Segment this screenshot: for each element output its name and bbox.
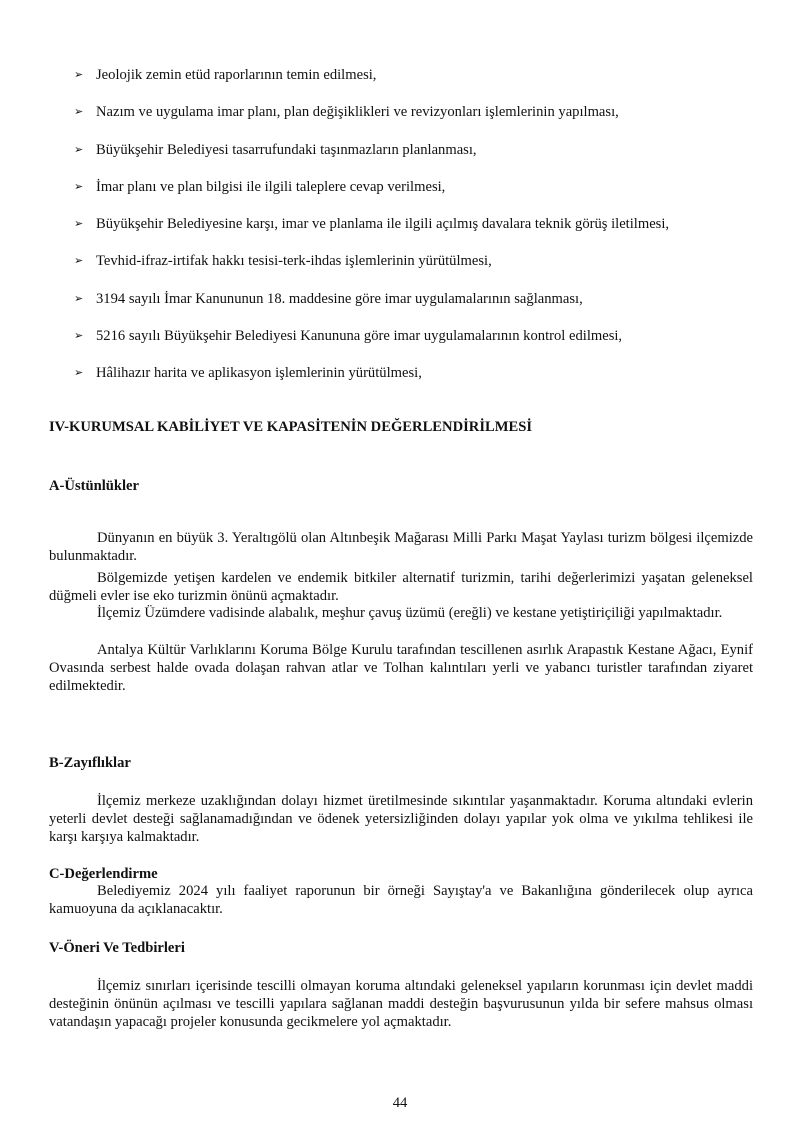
page-number: 44	[392, 1095, 408, 1111]
evaluation-paragraph: Belediyemiz 2024 yılı faaliyet raporunun bir örneği Sayıştay'a ve Bakanlığına gönderilecek olup ayrıca kamuoyuna da açıklanacaktır.	[49, 883, 753, 918]
list-item-text: Büyükşehir Belediyesine karşı, imar ve planlama ile ilgili açılmış davalara teknik görüş iletilmesi,	[96, 216, 670, 233]
list-item	[74, 64, 754, 101]
arrowhead-bullet-icon: ➢	[74, 105, 84, 119]
section-iv-heading: IV-KURUMSAL KABİLİYET VE KAPASİTENİN DEĞERLENDİRİLMESİ	[49, 419, 533, 435]
weaknesses-paragraph: İlçemiz merkeze uzaklığından dolayı hizmet üretilmesinde sıkıntılar yaşanmaktadır. Koruma altındaki evlerin yeterli devlet desteği sağlanamadığından ve ödenek yetersizliğinden dolayı yapılar yok olma ve yıkılma tehlikesi ile karşı karşıya kalmaktadır.	[49, 793, 753, 846]
section-v-paragraph: İlçemiz sınırları içerisinde tescilli olmayan koruma altındaki geleneksel yapıların korunması için devlet maddi desteğinin önünün açılması ve tescilli yapılara sağlanan maddi desteğin başvurusunun yılda bir sefere mahsus olması vatandaşın yapacağı projeler konusunda gecikmelere yol açmaktadır.	[49, 978, 753, 1031]
list-item	[74, 213, 754, 250]
list-item	[74, 176, 754, 213]
list-item-text: Nazım ve uygulama imar planı, plan değişiklikleri ve revizyonları işlemlerinin yapılması,	[96, 104, 619, 121]
strengths-paragraph-1: Dünyanın en büyük 3. Yeraltıgölü olan Altınbeşik Mağarası Milli Parkı Maşat Yaylası turizm bölgesi ilçemizde bulunmaktadır.	[49, 530, 753, 565]
list-item-text: Hâlihazır harita ve aplikasyon işlemlerinin yürütülmesi,	[96, 365, 422, 382]
list-item-text: 5216 sayılı Büyükşehir Belediyesi Kanununa göre imar uygulamalarının kontrol edilmesi,	[96, 328, 623, 345]
arrowhead-bullet-icon: ➢	[74, 329, 84, 343]
list-item-text: Büyükşehir Belediyesi tasarrufundaki taşınmazların planlanması,	[96, 141, 477, 158]
duty-bullet-list	[74, 64, 754, 400]
list-item-text: 3194 sayılı İmar Kanununun 18. maddesine göre imar uygulamalarının sağlanması,	[96, 290, 583, 307]
arrowhead-bullet-icon: ➢	[74, 142, 84, 156]
arrowhead-bullet-icon: ➢	[74, 68, 84, 81]
list-item	[74, 325, 754, 362]
list-item	[74, 139, 754, 176]
section-v-heading: V-Öneri Ve Tedbirleri	[49, 940, 185, 956]
list-item-text: Jeolojik zemin etüd raporlarının temin edilmesi,	[96, 67, 377, 83]
list-item-text: Tevhid-ifraz-irtifak hakkı tesisi-terk-ihdas işlemlerinin yürütülmesi,	[96, 253, 492, 270]
strengths-paragraph-3: İlçemiz Üzümdere vadisinde alabalık, meşhur çavuş üzümü (ereğli) ve kestane yetiştiriçiliği yapılmaktadır.	[97, 605, 723, 621]
list-item	[74, 362, 754, 399]
weaknesses-heading: B-Zayıflıklar	[49, 755, 131, 771]
arrowhead-bullet-icon: ➢	[74, 254, 84, 268]
evaluation-heading: C-Değerlendirme	[49, 866, 158, 882]
arrowhead-bullet-icon: ➢	[74, 366, 84, 380]
arrowhead-bullet-icon: ➢	[74, 217, 84, 231]
arrowhead-bullet-icon: ➢	[74, 291, 84, 305]
strengths-paragraph-2: Bölgemizde yetişen kardelen ve endemik bitkiler alternatif turizmin, tarihi değerlerimizi yaşatan geleneksel düğmeli evler ise eko turizmin önünü açmaktadır.	[49, 570, 753, 605]
list-item	[74, 250, 754, 287]
list-item-text: İmar planı ve plan bilgisi ile ilgili taleplere cevap verilmesi,	[96, 178, 446, 195]
list-item	[74, 101, 754, 138]
strengths-paragraph-4: Antalya Kültür Varlıklarını Koruma Bölge Kurulu tarafından tescillenen asırlık Arapastık Kestane Ağacı, Eynif Ovasında serbest halde ovada dolaşan rahvan atlar ve Tolhan kalıntıları yerli ve yabancı turistler tarafından ziyaret edilmektedir.	[49, 642, 753, 695]
strengths-heading: A-Üstünlükler	[49, 478, 140, 494]
arrowhead-bullet-icon: ➢	[74, 179, 84, 193]
list-item	[74, 288, 754, 325]
